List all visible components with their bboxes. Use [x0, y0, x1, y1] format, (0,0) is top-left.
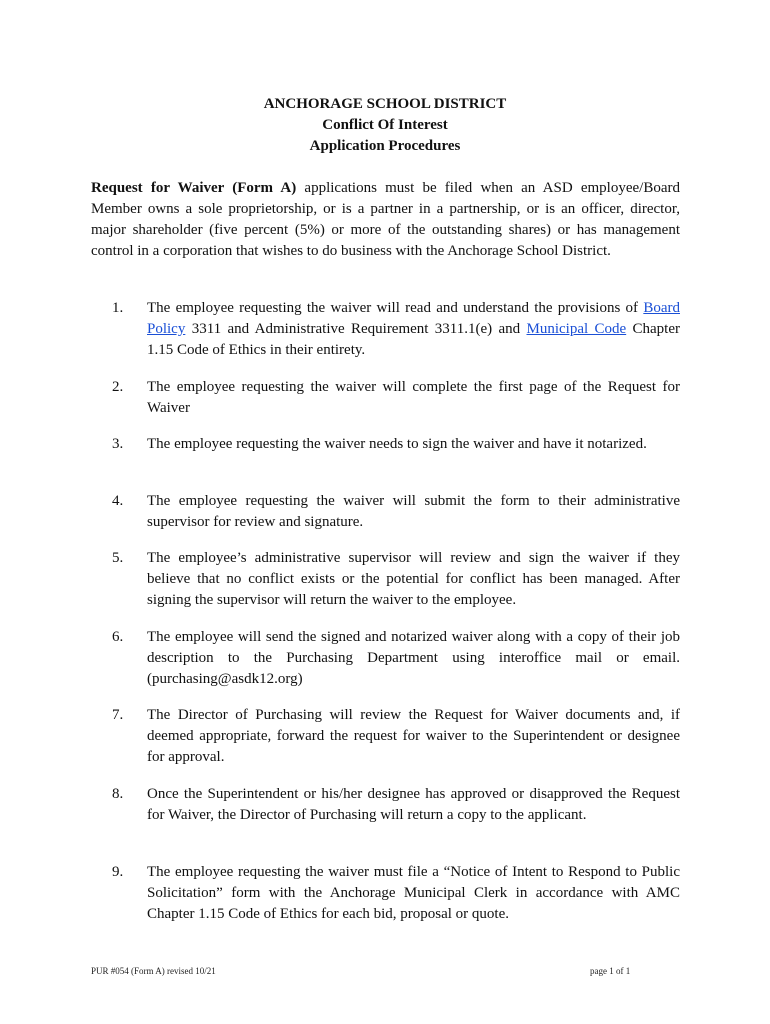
step-number: 4. [112, 493, 124, 509]
step-text-part: Chapter 1.15 Code of Ethics in their entirety. [147, 321, 681, 358]
document-title: Conflict Of Interest [322, 117, 448, 133]
step-text: The Director of Purchasing will review the Request for Waiver documents and, if deemed appropriate, forward the request for waiver to the Superintendent or designee for approval. [147, 707, 680, 765]
district-title: ANCHORAGE SCHOOL DISTRICT [263, 96, 507, 112]
step-text-part: The employee requesting the waiver will read and understand the provisions of [147, 300, 644, 316]
step-text [147, 298, 680, 361]
step-item [91, 627, 680, 690]
step-number: 9. [112, 864, 124, 880]
step-number: 6. [112, 629, 124, 645]
step-number: 7. [112, 707, 124, 723]
document-subtitle: Application Procedures [309, 138, 461, 154]
intro-bold-lead: Request for Waiver (Form A) [91, 180, 297, 196]
step-text: The employee will send the signed and notarized waiver along with a copy of their job description to the Purchasing Department using interoffice mail or email. (purchasing@asdk12.org) [147, 629, 680, 687]
step-text: The employee requesting the waiver needs to sign the waiver and have it notarized. [147, 436, 647, 452]
step-text: The employee requesting the waiver must file a “Notice of Intent to Respond to Public Solicitation” form with the Anchorage Municipal Clerk in accordance with AMC Chapter 1.15 Code of Ethics for each bid, proposal or quote. [147, 864, 680, 922]
footer-form-id: PUR #054 (Form A) revised 10/21 [91, 966, 216, 976]
step-number: 5. [112, 550, 124, 566]
step-text-part: 3311 and Administrative Requirement 3311.1(e) and [185, 321, 527, 337]
intro-text: applications must be filed when an ASD employee/Board Member owns a sole proprietorship, or is a partner in a partnership, or is an officer, director, major shareholder (five percent (5%) or more of the outstanding shares) or has management control in a corporation that wishes to do business with the Anchorage School District. [91, 180, 680, 259]
step-text: The employee’s administrative supervisor will review and sign the waiver if they believe that no conflict exists or the potential for conflict has been managed. After signing the supervisor will return the waiver to the employee. [147, 550, 680, 608]
step-number: 2. [112, 379, 124, 395]
step-text: Once the Superintendent or his/her designee has approved or disapproved the Request for Waiver, the Director of Purchasing will return a copy to the applicant. [147, 786, 680, 823]
step-number: 1. [112, 300, 124, 316]
step-text: The employee requesting the waiver will submit the form to their administrative supervisor for review and signature. [147, 493, 680, 530]
step-item [91, 548, 680, 611]
step-item [91, 784, 680, 826]
step-number: 3. [112, 436, 124, 452]
step-item [91, 377, 680, 419]
footer-page-number: page 1 of 1 [590, 966, 631, 976]
step-item [91, 705, 680, 768]
step-item [91, 491, 680, 533]
step-item [91, 862, 680, 925]
step-item [91, 434, 680, 455]
step-number: 8. [112, 786, 124, 802]
board-policy-link[interactable]: Board Policy [147, 300, 680, 337]
step-text: The employee requesting the waiver will complete the first page of the Request for Waiver [147, 379, 680, 416]
intro-paragraph [91, 178, 680, 262]
municipal-code-link[interactable]: Municipal Code [526, 321, 627, 337]
document-header [0, 94, 770, 157]
step-item [91, 298, 680, 361]
